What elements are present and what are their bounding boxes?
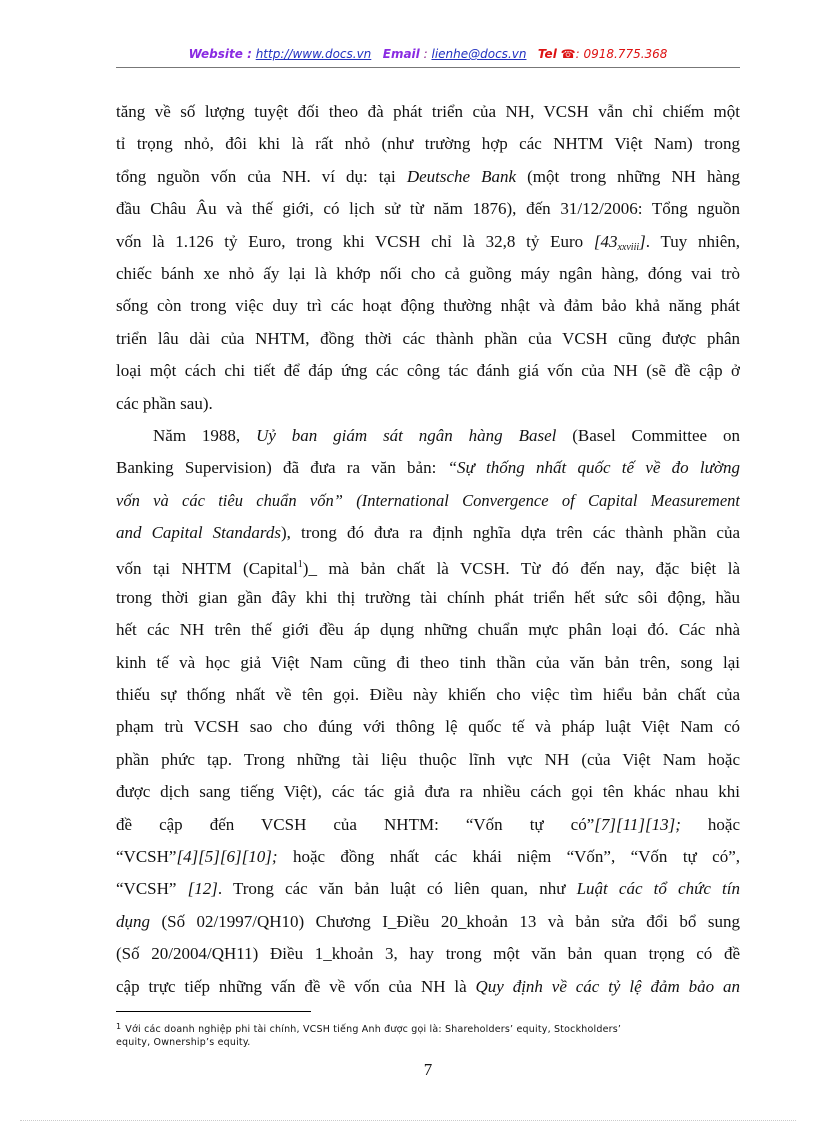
- text-line: phạm trù VCSH sao cho đúng với thông lệ quốc tế và pháp luật Việt Nam có: [116, 717, 740, 737]
- footnote-line: $^1$ Với các doanh nghiệp phi tài chính, VCSH tiếng Anh được gọi là: Shareholders’ equity, Stockholders’: [116, 1022, 622, 1035]
- text-line: (Số 20/2004/QH11) Điều 1_khoản 3, hay trong một văn bản quan trọng có đề: [116, 944, 740, 964]
- footnote-line: equity, Ownership’s equity.: [116, 1037, 251, 1048]
- website-link[interactable]: http://www.docs.vn: [255, 47, 372, 61]
- text-line: “VCSH” [12]. Trong các văn bản luật có liên quan, như Luật các tổ chức tín: [116, 879, 740, 899]
- body-text: [116, 96, 740, 1003]
- page-header: [116, 47, 740, 61]
- website-label: Website :: [188, 47, 252, 61]
- page-number: 7: [423, 1060, 433, 1079]
- text-line: chiếc bánh xe nhỏ ấy lại là khớp nối cho cả guồng máy ngân hàng, đóng vai trò: [116, 263, 740, 283]
- text-line: thiếu sự thống nhất về tên gọi. Điều này khiến cho việc tìm hiểu bản chất của: [116, 685, 740, 705]
- page-bottom-border: [20, 1120, 796, 1121]
- text-line: sống còn trong việc duy trì các hoạt động thường nhật và đảm bảo khả năng phát: [116, 296, 740, 316]
- tel-number: : 0918.775.368: [575, 47, 668, 61]
- text-line: trong thời gian gần đây khi thị trường tài chính phát triển hết sức sôi động, hầu: [116, 587, 740, 607]
- text-line: vốn và các tiêu chuẩn vốn” (International Convergence of Capital Measurement: [116, 490, 740, 510]
- text-line: Năm 1988, Uỷ ban giám sát ngân hàng Basel (Basel Committee on: [153, 425, 740, 445]
- phone-icon: ☎: [560, 47, 576, 61]
- text-line: đề cập đến VCSH của NHTM: “Vốn tự có”[7][11][13]; hoặc: [116, 814, 740, 834]
- text-line: các phần sau).: [116, 393, 213, 413]
- text-line: loại một cách chi tiết để đáp ứng các công tác đánh giá vốn của NH (sẽ đề cập ở: [116, 361, 740, 381]
- text-line: phần phức tạp. Trong những tài liệu thuộc lĩnh vực NH (của Việt Nam hoặc: [116, 749, 740, 769]
- text-line: “VCSH”[4][5][6][10]; hoặc đồng nhất các khái niệm “Vốn”, “Vốn tự có”,: [116, 846, 740, 866]
- text-line: tỉ trọng nhỏ, đôi khi là rất nhỏ (như trường hợp các NHTM Việt Nam) trong: [116, 134, 740, 154]
- email-link[interactable]: lienhe@docs.vn: [431, 47, 527, 61]
- text-line: Banking Supervision) đã đưa ra văn bản: “Sự thống nhất quốc tế về đo lường: [116, 458, 740, 478]
- tel-label: Tel: [537, 47, 557, 61]
- text-line: triển lâu dài của NHTM, đồng thời các thành phần của VCSH cũng được phân: [116, 328, 740, 348]
- text-line: kinh tế và học giả Việt Nam cũng đi theo tinh thần của văn bản trên, song lại: [116, 652, 740, 672]
- text-line: tăng về số lượng tuyệt đối theo đà phát triển của NH, VCSH vẫn chỉ chiếm một: [116, 102, 740, 121]
- text-line: and Capital Standards), trong đó đưa ra định nghĩa dựa trên các thành phần của: [116, 523, 740, 543]
- text-line: được dịch sang tiếng Việt), các tác giả đưa ra nhiều cách gọi tên khác nhau khi: [116, 782, 740, 802]
- text-line: đầu Châu Âu và thế giới, có lịch sử từ năm 1876), đến 31/12/2006: Tổng nguồn: [116, 199, 740, 219]
- text-line: vốn tại NHTM (Capital$^1$)_ mà bản chất là VCSH. Từ đó đến nay, đặc biệt là: [116, 559, 740, 579]
- text-line: cập trực tiếp những vấn đề về vốn của NH là Quy định về các tỷ lệ đảm bảo an: [116, 976, 740, 996]
- email-label: Email: [382, 47, 420, 61]
- footnote-divider: [116, 1011, 311, 1012]
- email-separator: :: [423, 47, 428, 61]
- footnote: [116, 1020, 740, 1049]
- footnote-mark: 1: [116, 1022, 122, 1031]
- text-line: tổng nguồn vốn của NH. ví dụ: tại Deutsche Bank (một trong những NH hàng: [116, 166, 740, 186]
- header-divider: [116, 67, 740, 68]
- text-line: vốn là 1.126 tỷ Euro, trong khi VCSH chỉ là 32,8 tỷ Euro $[43_{xxviii}]$. Tuy nhiên,: [116, 231, 740, 253]
- text-line: hết các NH trên thế giới đều áp dụng những chuẩn mực phân loại đó. Các nhà: [116, 620, 740, 640]
- text-line: dụng (Số 02/1997/QH10) Chương I_Điều 20_khoản 13 và bản sửa đổi bổ sung: [116, 911, 740, 931]
